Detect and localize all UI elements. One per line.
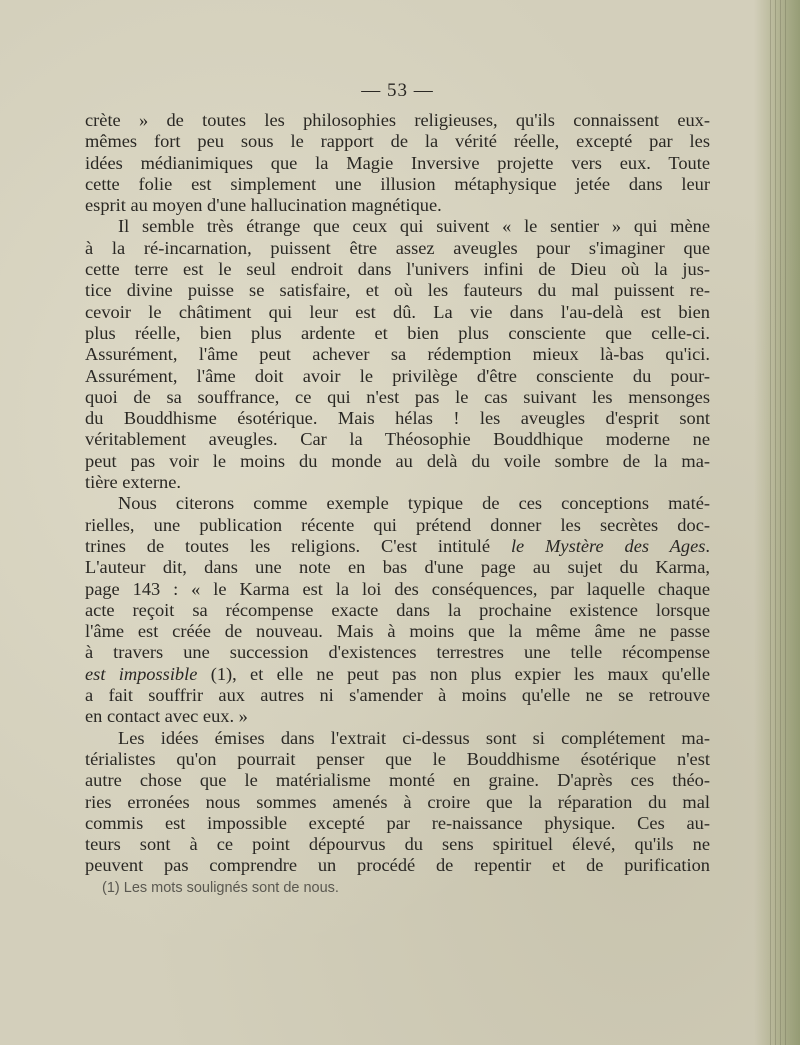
text-line: a fait souffrir aux autres ni s'amender à moins qu'elle ne se retrouve — [85, 685, 710, 706]
text-line: trines de toutes les religions. C'est intitulé le Mystère des Ages. — [85, 535, 710, 556]
text-line: à la ré-incarnation, puissent être assez aveugles pour s'imaginer que — [85, 237, 710, 258]
page-number: — 53 — — [361, 80, 434, 101]
text-line: en contact avec eux. » — [85, 706, 248, 727]
text-line: Nous citerons comme exemple typique de ces conceptions maté- — [118, 493, 710, 514]
text-line: acte reçoit sa récompense exacte dans la prochaine existence lorsque — [85, 599, 710, 620]
footnote: (1) Les mots soulignés sont de nous. — [102, 880, 339, 896]
italic-span: est impossible — [85, 663, 198, 684]
text-line: crète » de toutes les philosophies religieuses, qu'ils connaissent eux- — [85, 110, 710, 130]
text-line: autre chose que le matérialisme monté en graine. D'après ces théo- — [85, 770, 710, 791]
text-line: Assurément, l'âme peut achever sa rédemption mieux là-bas qu'ici. — [85, 344, 710, 365]
text-line: cette folie est simplement une illusion métaphysique jetée dans leur — [85, 173, 710, 194]
paragraph — [85, 110, 710, 216]
paragraph — [85, 728, 710, 877]
text-line: Il semble très étrange que ceux qui suivent « le sentier » qui mène — [118, 216, 710, 237]
text-line: plus réelle, bien plus ardente et bien plus consciente que celle-ci. — [85, 322, 710, 343]
text-line: tière externe. — [85, 472, 181, 493]
text-line: Les idées émises dans l'extrait ci-dessus sont si complétement ma- — [118, 727, 710, 748]
text-line: cette terre est le seul endroit dans l'univers infini de Dieu où la jus- — [85, 259, 710, 280]
text-line: esprit au moyen d'une hallucination magnétique. — [85, 195, 442, 216]
text-line: cevoir le châtiment qui leur est dû. La vie dans l'au-delà est bien — [85, 301, 710, 322]
text-line: L'auteur dit, dans une note en bas d'une page au sujet du Karma, — [85, 557, 710, 578]
text-line: est impossible (1), et elle ne peut pas non plus expier les maux qu'elle — [85, 663, 711, 684]
text-line: l'âme est créée de nouveau. Mais à moins que la même âme ne passe — [85, 621, 710, 642]
text-line: teurs sont à ce point dépourvus du sens spirituel élevé, qu'ils ne — [85, 834, 710, 855]
text-line: peut pas voir le moins du monde au delà du voile sombre de la ma- — [85, 450, 710, 471]
text-line: peuvent pas comprendre un procédé de repentir et de purification — [85, 855, 710, 876]
text-line: idées médianimiques que la Magie Inversive projette vers eux. Toute — [85, 152, 710, 173]
text-line: à travers une succession d'existences terrestres une telle récompense — [85, 642, 710, 663]
text-line: rielles, une publication récente qui prétend donner les secrètes doc- — [85, 514, 710, 535]
text-line: ries erronées nous sommes amenés à croire que la réparation du mal — [85, 791, 710, 812]
paragraph — [85, 493, 710, 727]
text-line: tice divine puisse se satisfaire, et où les fauteurs du mal puissent re- — [85, 280, 710, 301]
text-line: véritablement aveugles. Car la Théosophie Bouddhique moderne ne — [85, 429, 710, 450]
page-edge-fibers — [770, 0, 790, 1045]
text-line: mêmes fort peu sous le rapport de la vérité réelle, excepté par les — [85, 131, 710, 152]
text-line: quoi de sa souffrance, ce qui n'est pas le cas suivant les mensonges — [85, 386, 710, 407]
text-line: Assurément, l'âme doit avoir le privilège d'être consciente du pour- — [85, 365, 710, 386]
text-line: térialistes qu'on pourrait penser que le Bouddhisme ésotérique n'est — [85, 748, 710, 769]
text-line: du Bouddhisme ésotérique. Mais hélas ! les aveugles d'esprit sont — [85, 408, 710, 429]
italic-span: le Mystère des Ages — [510, 535, 706, 556]
page-body — [85, 80, 710, 877]
text-line: commis est impossible excepté par re-naissance physique. Ces au- — [85, 812, 710, 833]
text-line: page 143 : « le Karma est la loi des conséquences, par laquelle chaque — [85, 578, 710, 599]
paragraph — [85, 216, 710, 493]
